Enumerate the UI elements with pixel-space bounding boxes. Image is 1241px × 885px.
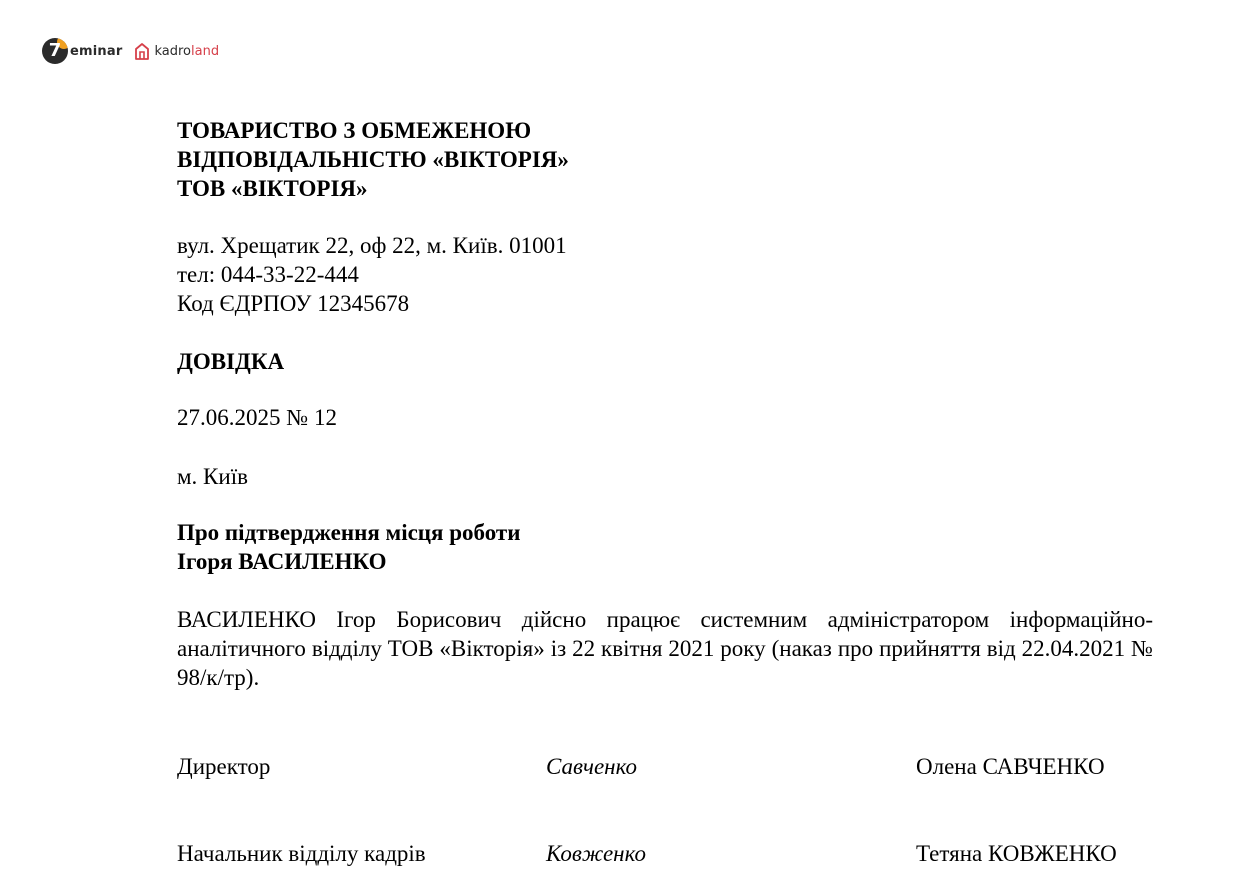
signature-position: Директор [177,754,271,779]
seminar-logo [42,38,122,64]
kadroland-house-icon [134,42,150,60]
document-title: ДОВІДКА [177,349,285,374]
signature-position: Начальник відділу кадрів [177,841,426,866]
document-title-block [177,347,1153,376]
kadroland-logo-text-land: land [191,43,220,59]
company-edrpou: Код ЄДРПОУ 12345678 [177,291,410,316]
document-subject-line2: Ігоря ВАСИЛЕНКО [177,549,387,574]
header-logos [42,38,219,64]
company-name-line2: ВІДПОВІДАЛЬНІСТЮ «ВІКТОРІЯ» [177,147,569,172]
document-body-text: ВАСИЛЕНКО Ігор Борисович дійсно працює системним адміністратором інформаційно-аналітичного відділу ТОВ «Вікторія» із 22 квітня 2021 року (наказ про прийняття від 22.04.2021 № 98/к/тр). [177,607,1153,690]
document-subject [177,518,1153,576]
kadroland-logo [134,42,219,60]
signature-handwritten: Ковженко [546,841,646,866]
company-short-name: ТОВ «ВІКТОРІЯ» [177,176,368,201]
document-date-block [177,403,1153,432]
document-body [177,116,1153,692]
signature-name: Тетяна КОВЖЕНКО [916,841,1117,866]
seminar-logo-icon [42,38,68,64]
document-city-block [177,462,1153,491]
signature-name: Олена САВЧЕНКО [916,754,1105,779]
document-date-number: 27.06.2025 № 12 [177,405,337,430]
document-subject-line1: Про підтвердження місця роботи [177,520,521,545]
seminar-logo-mark: 7 [48,40,62,61]
company-address: вул. Хрещатик 22, оф 22, м. Київ. 01001 [177,233,567,258]
company-contacts [177,231,1153,318]
kadroland-logo-text [154,44,219,59]
company-phone: тел: 044-33-22-444 [177,262,359,287]
signature-handwritten: Савченко [546,754,637,779]
document-city: м. Київ [177,464,248,489]
kadroland-logo-text-kadro: kadro [154,43,191,59]
company-header [177,116,1153,203]
seminar-logo-text: eminar [70,43,123,59]
company-name-line1: ТОВАРИСТВО З ОБМЕЖЕНОЮ [177,118,532,143]
